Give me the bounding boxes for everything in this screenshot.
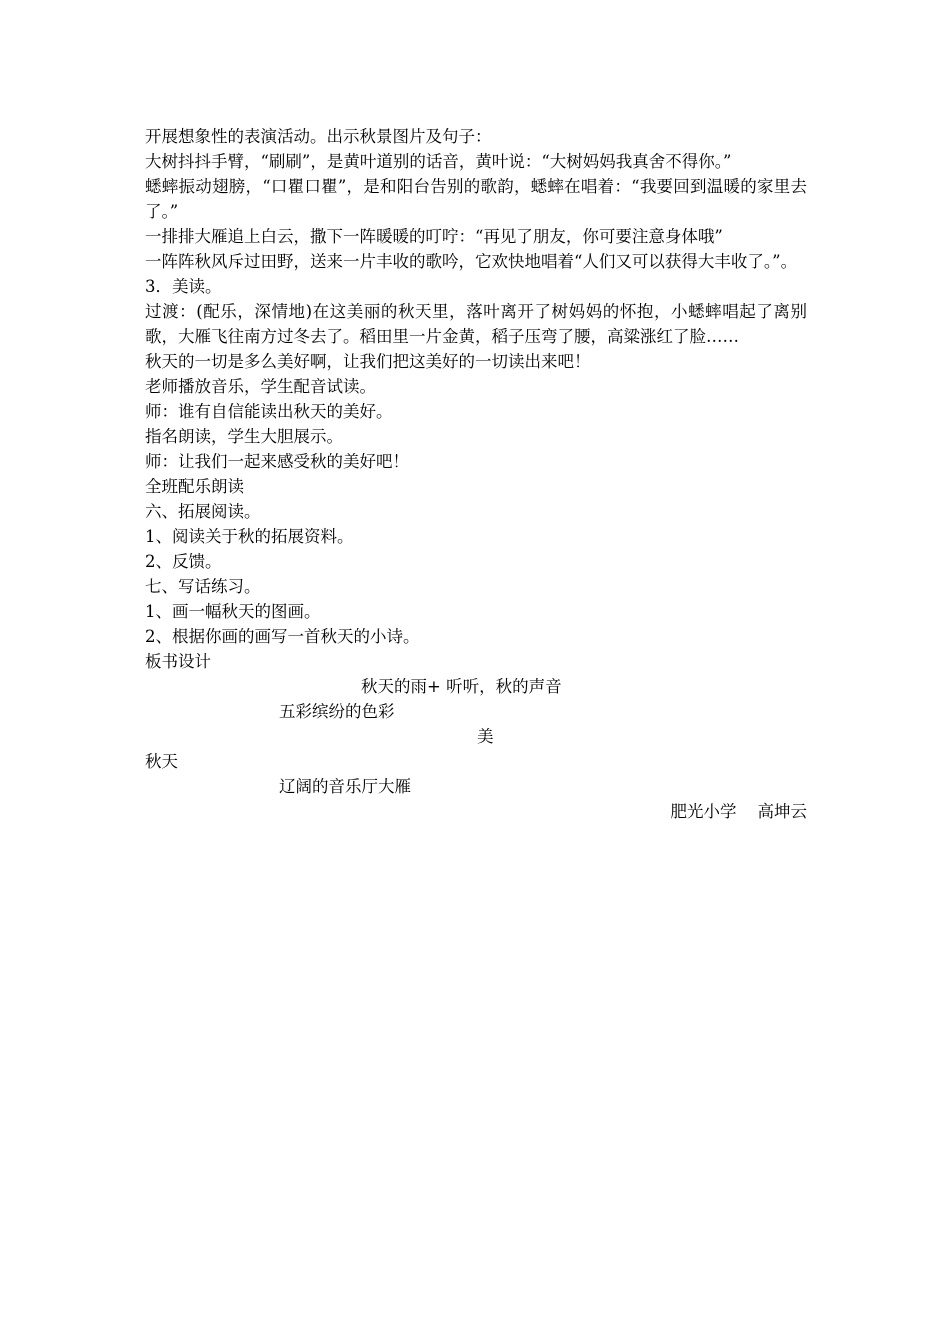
paragraph-cricket: 蟋蟀振动翅膀，“口瞿口瞿”，是和阳台告别的歌韵，蟋蟀在唱着：“我要回到温暖的家里去了。” <box>145 177 807 221</box>
board-design <box>145 674 807 799</box>
paragraph-teacher-ask: 师：谁有自信能读出秋天的美好。 <box>145 402 393 421</box>
document-body <box>145 124 807 824</box>
board-line-rain: 秋天的雨+ 听听，秋的声音 <box>361 677 562 696</box>
paragraph-music: 老师播放音乐，学生配音试读。 <box>145 377 376 396</box>
paragraph-transition: 过渡：(配乐，深情地)在这美丽的秋天里，落叶离开了树妈妈的怀抱，小蟋蟀唱起了离别歌，大雁飞往南方过冬去了。稻田里一片金黄，稻子压弯了腰，高粱涨红了脸…… <box>145 302 807 346</box>
section-heading-writing: 七、写话练习。 <box>145 577 261 596</box>
paragraph-wind: 一阵阵秋风斥过田野，送来一片丰收的歌吟，它欢快地唱着“人们又可以获得大丰收了。”。 <box>145 252 798 271</box>
paragraph-tree: 大树抖抖手臂，“刷刷”，是黄叶道别的话音，黄叶说：“大树妈妈我真舍不得你。” <box>145 152 732 171</box>
list-item-writing-2: 2、根据你画的画写一首秋天的小诗。 <box>145 627 420 646</box>
section-heading-read: 3．美读。 <box>145 277 222 296</box>
paragraph-class-reading: 全班配乐朗读 <box>145 477 244 496</box>
list-item-extended-1: 1、阅读关于秋的拓展资料。 <box>145 527 354 546</box>
list-item-writing-1: 1、画一幅秋天的图画。 <box>145 602 321 621</box>
paragraph-teacher-feel: 师：让我们一起来感受秋的美好吧！ <box>145 452 409 471</box>
list-item-extended-2: 2、反馈。 <box>145 552 222 571</box>
board-line-beauty: 美 <box>477 727 494 746</box>
section-heading-board: 板书设计 <box>145 652 211 671</box>
paragraph-named-reading: 指名朗读，学生大胆展示。 <box>145 427 343 446</box>
paragraph-geese: 一排排大雁追上白云，撒下一阵暖暖的叮咛：“再见了朋友，你可要注意身体哦” <box>145 227 723 246</box>
board-line-hall: 辽阔的音乐厅大雁 <box>279 777 411 796</box>
paragraph-beauty: 秋天的一切是多么美好啊，让我们把这美好的一切读出来吧！ <box>145 352 591 371</box>
board-line-autumn: 秋天 <box>145 752 178 771</box>
author-signature: 肥光小学 高坤云 <box>670 802 807 821</box>
paragraph-intro: 开展想象性的表演活动。出示秋景图片及句子： <box>145 127 492 146</box>
board-line-colors: 五彩缤纷的色彩 <box>279 702 395 721</box>
section-heading-extended: 六、拓展阅读。 <box>145 502 261 521</box>
